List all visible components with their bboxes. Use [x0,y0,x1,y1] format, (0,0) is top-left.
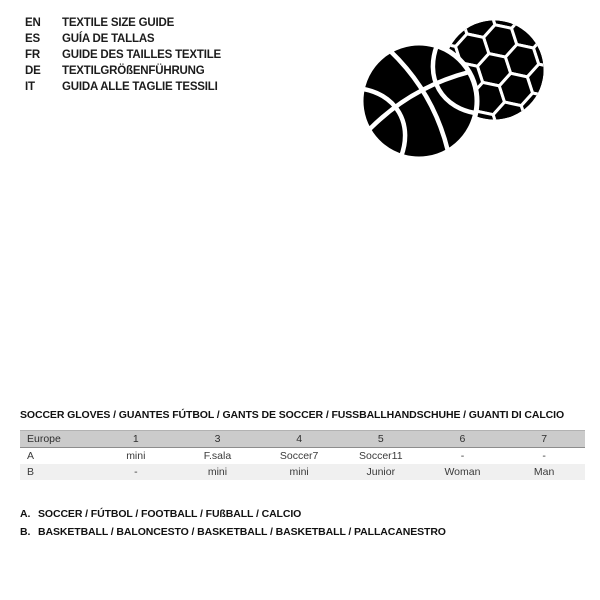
language-row [25,79,221,95]
row-label: A [27,449,35,462]
footnote-text: SOCCER / FÚTBOL / FOOTBALL / FUßBALL / CALCIO [38,508,302,520]
column-header-size-5: 5 [340,431,422,448]
column-header-size-4: 4 [258,431,340,448]
row-label: B [20,464,95,480]
footnote-soccer [20,506,446,524]
language-row [25,63,221,79]
table-cell: Man [503,464,585,480]
column-header-size-3: 3 [177,431,259,448]
column-header-size-7: 7 [503,431,585,448]
column-header-size-1: 1 [95,431,177,448]
column-header-europe: Europe [20,431,95,448]
language-row [25,15,221,31]
size-table [20,430,585,480]
language-title: TEXTILGRÖßENFÜHRUNG [62,65,205,77]
language-code: EN [25,17,41,29]
language-code: DE [25,65,41,77]
table-row-basketball [20,464,585,480]
language-title: GUIDA ALLE TAGLIE TESSILI [62,81,218,93]
table-cell: - [460,449,465,462]
table-cell: F.sala [203,449,232,462]
language-title: GUÍA DE TALLAS [62,33,155,45]
footnote-text: BASKETBALL / BALONCESTO / BASKETBALL / BASKETBALL / PALLACANESTRO [38,525,446,538]
language-row [25,31,221,47]
table-cell: Soccer11 [359,449,403,462]
language-row [25,47,221,63]
footnotes [20,506,446,541]
column-header-size-6: 6 [422,431,504,448]
language-code: IT [25,81,35,93]
language-title-list [25,15,221,95]
balls-illustration [352,6,592,178]
table-cell: mini [177,464,259,480]
table-row-soccer [20,448,585,464]
table-cell: mini [126,449,146,462]
size-table-title: SOCCER GLOVES / GUANTES FÚTBOL / GANTS DE SOCCER / FUSSBALLHANDSCHUHE / GUANTI DI CALCIO [20,409,565,421]
language-title: GUIDE DES TAILLES TEXTILE [62,49,221,61]
table-cell: - [542,449,546,462]
footnote-label: A. [20,508,31,520]
table-cell: Soccer7 [279,449,319,462]
language-code: ES [25,33,40,45]
table-cell: Woman [422,464,504,480]
size-table-header-row [20,431,585,448]
table-cell: - [95,464,177,480]
language-title: TEXTILE SIZE GUIDE [62,17,175,29]
table-cell: Junior [340,464,422,480]
table-cell: mini [258,464,340,480]
footnote-label: B. [20,525,31,538]
language-code: FR [25,49,40,61]
footnote-basketball [20,524,446,542]
